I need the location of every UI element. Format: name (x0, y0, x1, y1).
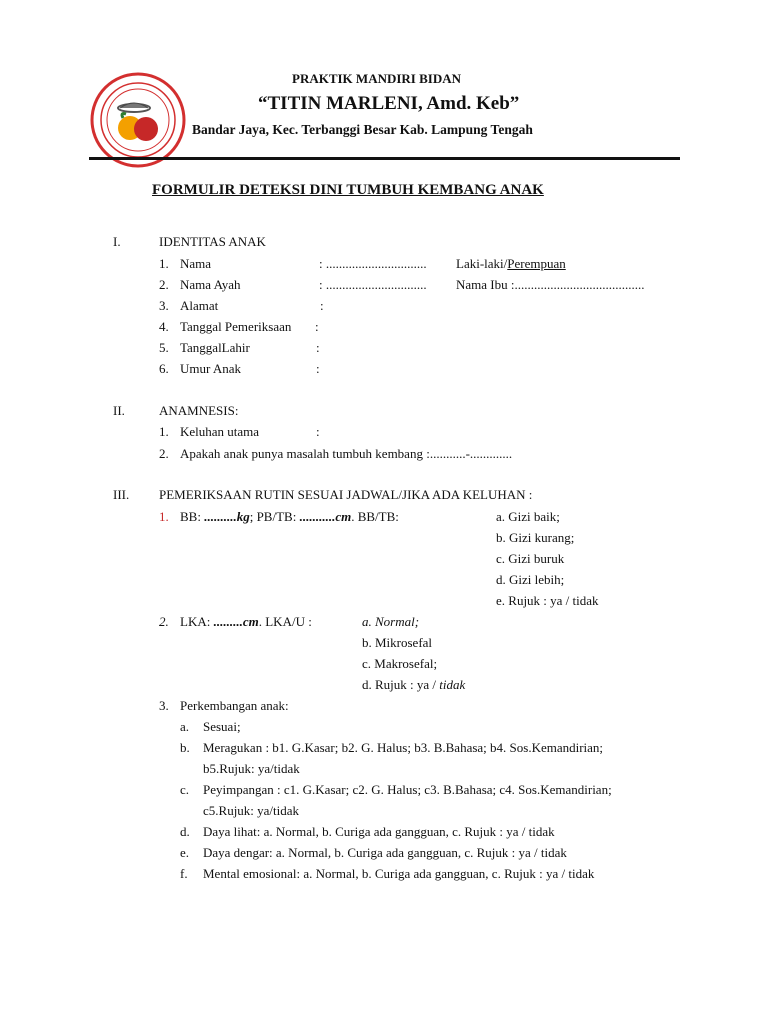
gender-option-male: Laki-laki/ (456, 256, 508, 271)
s1-item-label: Alamat (180, 298, 219, 313)
dev-item-text-cont: c5.Rujuk: ya/tidak (203, 803, 300, 818)
lka-label: LKA: (180, 614, 214, 629)
section-3-title: PEMERIKSAAN RUTIN SESUAI JADWAL/JIKA ADA KELUHAN : (159, 487, 533, 502)
s1-item-number: 2. (159, 277, 169, 292)
section-3-number: III. (113, 487, 130, 502)
gender-field (456, 256, 566, 272)
s1-item-number: 5. (159, 340, 169, 355)
dev-item-letter: a. (180, 719, 190, 734)
dev-item-letter: b. (180, 740, 190, 755)
form-title: FORMULIR DETEKSI DINI TUMBUH KEMBANG ANAK (152, 182, 544, 198)
bb-number: 1. (159, 509, 169, 524)
s1-item-number: 3. (159, 298, 169, 313)
dev-item-text: Meragukan : b1. G.Kasar; b2. G. Halus; b3. B.Bahasa; b4. Sos.Kemandirian; (203, 740, 604, 755)
gizi-option: d. Gizi lebih; (496, 572, 565, 587)
nama-ibu-field: Nama Ibu :........................................ (456, 277, 645, 292)
header-org: PRAKTIK MANDIRI BIDAN (292, 71, 462, 86)
pbtb-cm-field: ...........cm (299, 509, 352, 524)
section-2-number: II. (113, 403, 125, 418)
lka-option: b. Mikrosefal (362, 635, 433, 650)
lka-rujuk-label: d. Rujuk : ya / (362, 677, 440, 692)
lka-option: c. Makrosefal; (362, 656, 438, 671)
dev-item-text: Daya lihat: a. Normal, b. Curiga ada gangguan, c. Rujuk : ya / tidak (203, 824, 555, 839)
bb-label: BB: (180, 509, 205, 524)
lka-line (180, 614, 312, 630)
s1-item-label: Tanggal Pemeriksaan (180, 319, 292, 334)
lka-rujuk-tidak: tidak (439, 677, 466, 692)
gizi-option: b. Gizi kurang; (496, 530, 575, 545)
section-1-number: I. (113, 234, 121, 249)
dev-item-text: Daya dengar: a. Normal, b. Curiga ada gangguan, c. Rujuk : ya / tidak (203, 845, 567, 860)
s1-item-value: : ............................... (319, 256, 427, 271)
dev-item-text: Peyimpangan : c1. G.Kasar; c2. G. Halus; c3. B.Bahasa; c4. Sos.Kemandirian; (203, 782, 612, 797)
s1-item-value: : (315, 319, 319, 334)
dev-title: Perkembangan anak: (180, 698, 289, 713)
ibi-logo (90, 72, 186, 168)
s1-item-value: : ............................... (319, 277, 427, 292)
dev-item-letter: f. (180, 866, 188, 881)
s1-item-number: 1. (159, 256, 169, 271)
gizi-option: e. Rujuk : ya / tidak (496, 593, 599, 608)
s1-item-value: : (316, 361, 320, 376)
s2-item-label: Keluhan utama (180, 424, 260, 439)
s1-item-value: : (320, 298, 324, 313)
dev-item-letter: c. (180, 782, 190, 797)
lka-option: a. Normal; (362, 614, 420, 629)
dev-item-text-cont: b5.Rujuk: ya/tidak (203, 761, 300, 776)
s2-item-value: : (316, 424, 320, 439)
lka-number: 2. (159, 614, 169, 629)
dev-number: 3. (159, 698, 169, 713)
s2-item-number: 2. (159, 446, 169, 461)
bbtb-label: . BB/TB: (351, 509, 399, 524)
s1-item-number: 6. (159, 361, 169, 376)
bb-kg-field: ..........kg (204, 509, 250, 524)
dev-item-text: Mental emosional: a. Normal, b. Curiga ada gangguan, c. Rujuk : ya / tidak (203, 866, 595, 881)
dev-item-text: Sesuai; (203, 719, 241, 734)
lkau-label: . LKA/U : (258, 614, 312, 629)
gizi-option: c. Gizi buruk (496, 551, 565, 566)
s1-item-value: : (316, 340, 320, 355)
s2-item-label: Apakah anak punya masalah tumbuh kembang :...........-............. (180, 446, 513, 461)
dev-item-letter: e. (180, 845, 190, 860)
gender-option-female: Perempuan (507, 256, 566, 271)
header-name: “TITIN MARLENI, Amd. Keb” (258, 93, 520, 114)
s1-item-label: Nama Ayah (180, 277, 241, 292)
s1-item-label: Nama (180, 256, 212, 271)
pbtb-label: ; PB/TB: (249, 509, 300, 524)
lka-option-rujuk (362, 677, 465, 693)
header-address: Bandar Jaya, Kec. Terbanggi Besar Kab. Lampung Tengah (192, 122, 533, 137)
dev-item-letter: d. (180, 824, 190, 839)
s1-item-number: 4. (159, 319, 169, 334)
bb-line (180, 509, 399, 525)
s1-item-label: Umur Anak (180, 361, 242, 376)
section-1-title: IDENTITAS ANAK (159, 234, 266, 249)
s2-item-number: 1. (159, 424, 169, 439)
lka-cm-field: .........cm (213, 614, 259, 629)
gizi-option: a. Gizi baik; (496, 509, 560, 524)
header-rule (89, 157, 680, 160)
s1-item-label: TanggalLahir (180, 340, 250, 355)
section-2-title: ANAMNESIS: (159, 403, 239, 418)
